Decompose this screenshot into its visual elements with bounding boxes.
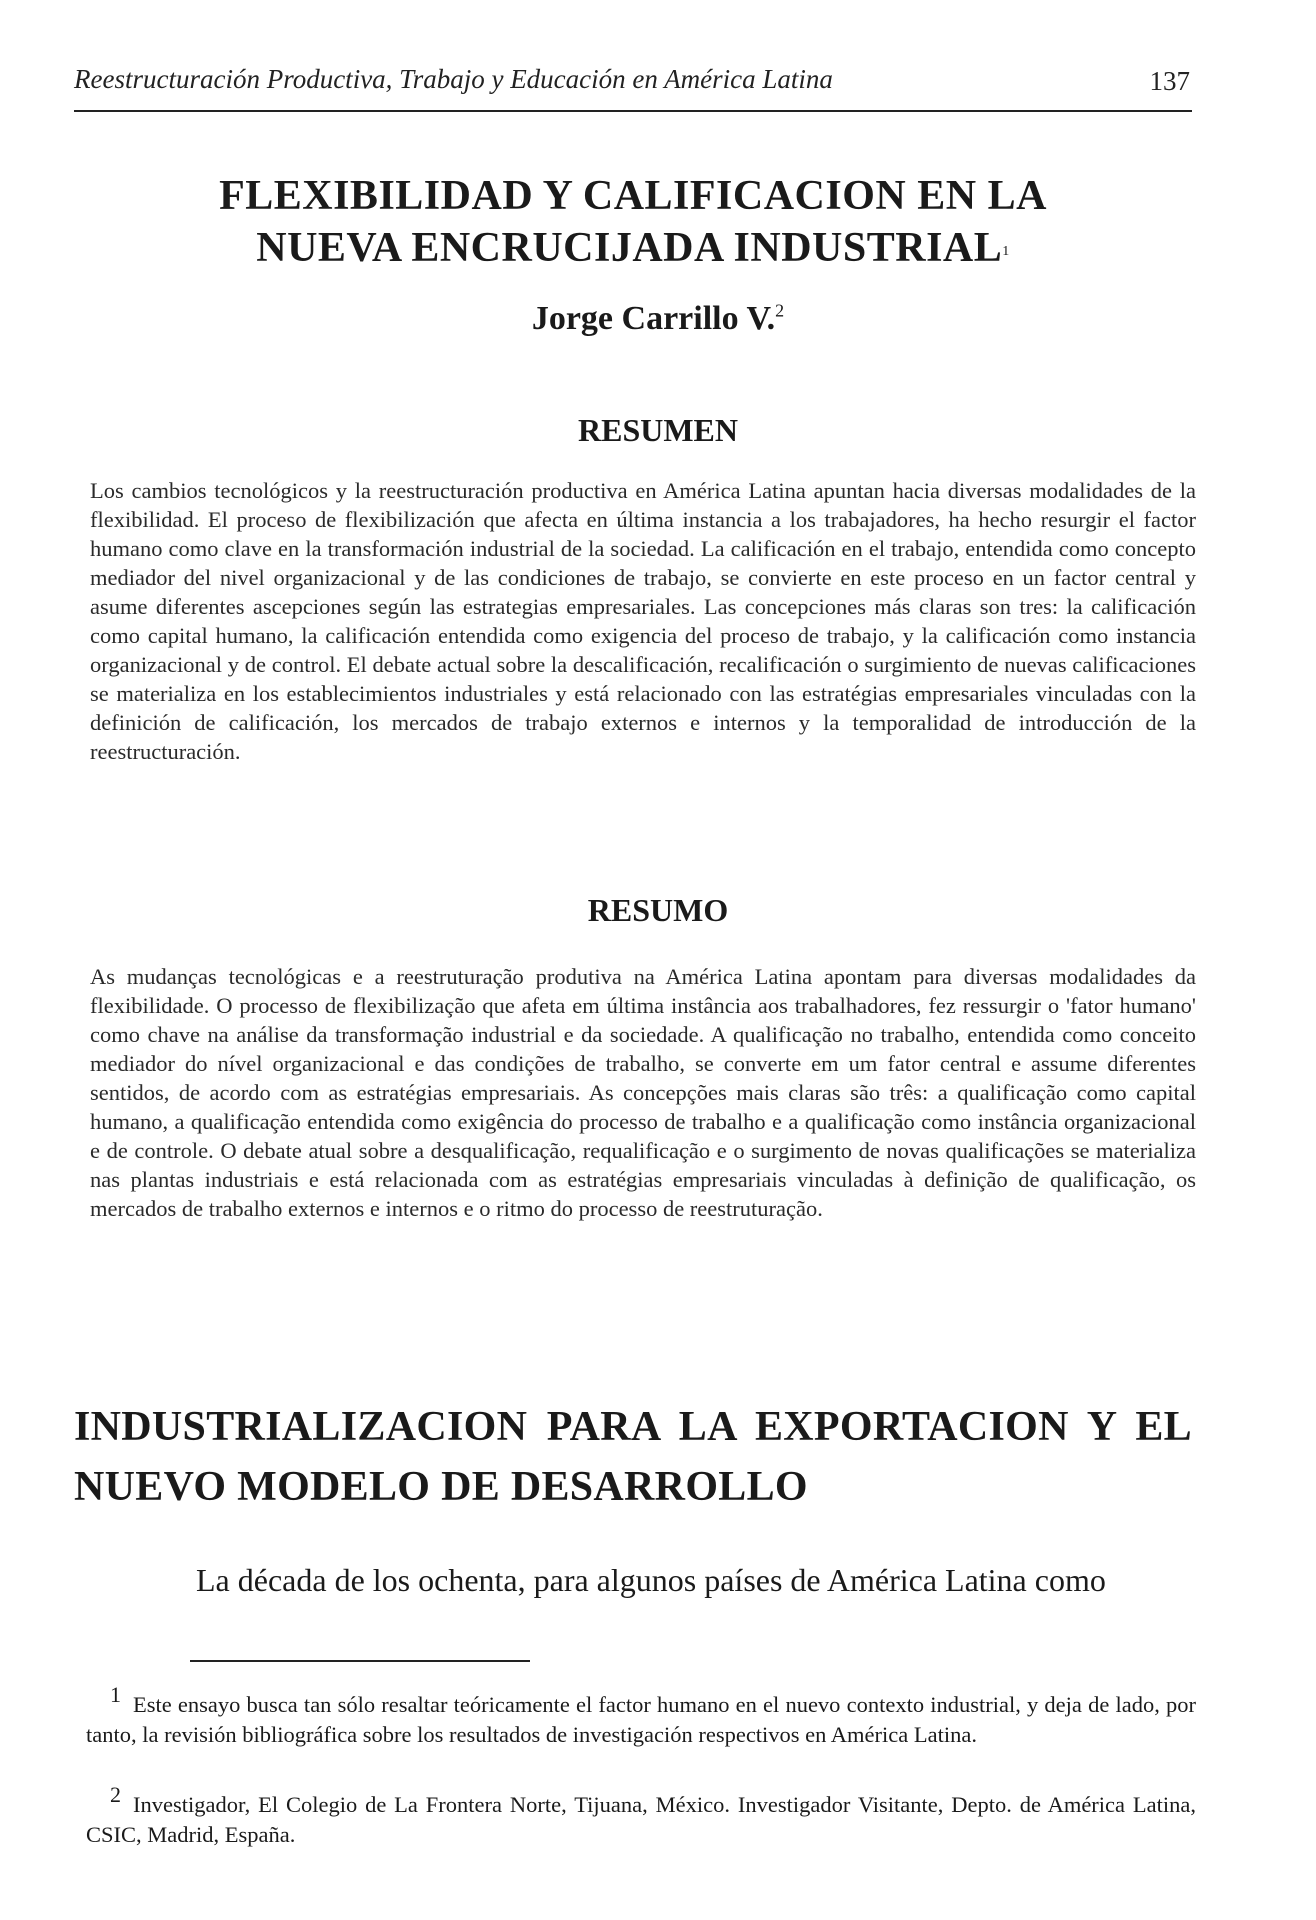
footnote-1-text: Este ensayo busca tan sólo resaltar teóricamente el factor humano en el nuevo contexto industrial, y deja de lado, por tanto, la revisión bibliográfica sobre los resultados de investigación respectivos en América Latina. xyxy=(86,1692,1196,1747)
title-line-1: FLEXIBILIDAD Y CALIFICACION EN LA xyxy=(219,173,1047,219)
footnote-rule xyxy=(190,1660,530,1662)
article-title xyxy=(74,170,1192,274)
running-header: Reestructuración Productiva, Trabajo y Educación en América Latina xyxy=(74,64,833,94)
body-first-line: La década de los ochenta, para algunos países de América Latina como xyxy=(196,1562,1106,1598)
resumo-heading: RESUMO xyxy=(587,892,729,928)
header-rule xyxy=(74,110,1192,112)
author-name: Jorge Carrillo V. xyxy=(531,300,776,337)
footnote-2-mark: 2 xyxy=(110,1782,121,1807)
section-heading: INDUSTRIALIZACION PARA LA EXPORTACION Y EL NUEVO MODELO DE DESARROLLO xyxy=(74,1404,1192,1510)
resumo-paragraph: As mudanças tecnológicas e a reestruturação produtiva na América Latina apontam para diversas modalidades da flexibilidade. O processo de flexibilização que afeta em última instância aos trabalhadores, fez ressurgir o 'fator humano' como chave na análise da transformação industrial e da sociedade. A qualificação no trabalho, entendida como conceito mediador do nível organizacional e das condições de trabalho, se converte em um fator central e assume diferentes sentidos, de acordo com as estratégias empresariais. As concepções mais claras são três: a qualificação como capital humano, a qualificação entendida como exigência do processo de trabalho e a qualificação como instância organizacional e de controle. O debate atual sobre a desqualificação, requalificação e o surgimento de novas qualificações se materializa nas plantas industriais e está relacionada com as estratégias empresariais vinculadas à definição de qualificação, os mercados de trabalho externos e internos e o ritmo do processo de reestruturação. xyxy=(90,964,1196,1221)
footnote-1-mark: 1 xyxy=(110,1682,121,1707)
footnote-2-text: Investigador, El Colegio de La Frontera Norte, Tijuana, México. Investigador Visitante, Depto. de América Latina, CSIC, Madrid, España. xyxy=(86,1792,1196,1847)
title-line-2: NUEVA ENCRUCIJADA INDUSTRIAL xyxy=(256,225,1003,271)
footnote-2 xyxy=(86,1782,1196,1850)
footnote-1 xyxy=(86,1682,1196,1750)
author-byline xyxy=(0,300,1316,338)
resumen-paragraph: Los cambios tecnológicos y la reestructuración productiva en América Latina apuntan hacia diversas modalidades de la flexibilidad. El proceso de flexibilización que afecta en última instancia a los trabajadores, ha hecho resurgir el factor humano como clave en la transformación industrial de la sociedad. La calificación en el trabajo, entendida como concepto mediador del nivel organizacional y de las condiciones de trabajo, se convierte en este proceso en un factor central y asume diferentes ascepciones según las estrategias empresariales. Las concepciones más claras son tres: la calificación como capital humano, la calificación entendida como exigencia del proceso de trabajo, y la calificación como instancia organizacional y de control. El debate actual sobre la descalificación, recalificación o surgimiento de nuevas calificaciones se materializa en los establecimientos industriales y está relacionado con las estratégias empresariales vinculadas con la definición de calificación, los mercados de trabajo externos e internos y la temporalidad de introducción de la reestructuración. xyxy=(90,478,1196,764)
page-number: 137 xyxy=(1149,66,1190,96)
resumen-heading: RESUMEN xyxy=(577,412,738,448)
author-footnote-ref[interactable]: 2 xyxy=(775,300,785,321)
title-footnote-ref[interactable]: 1 xyxy=(1002,244,1010,259)
